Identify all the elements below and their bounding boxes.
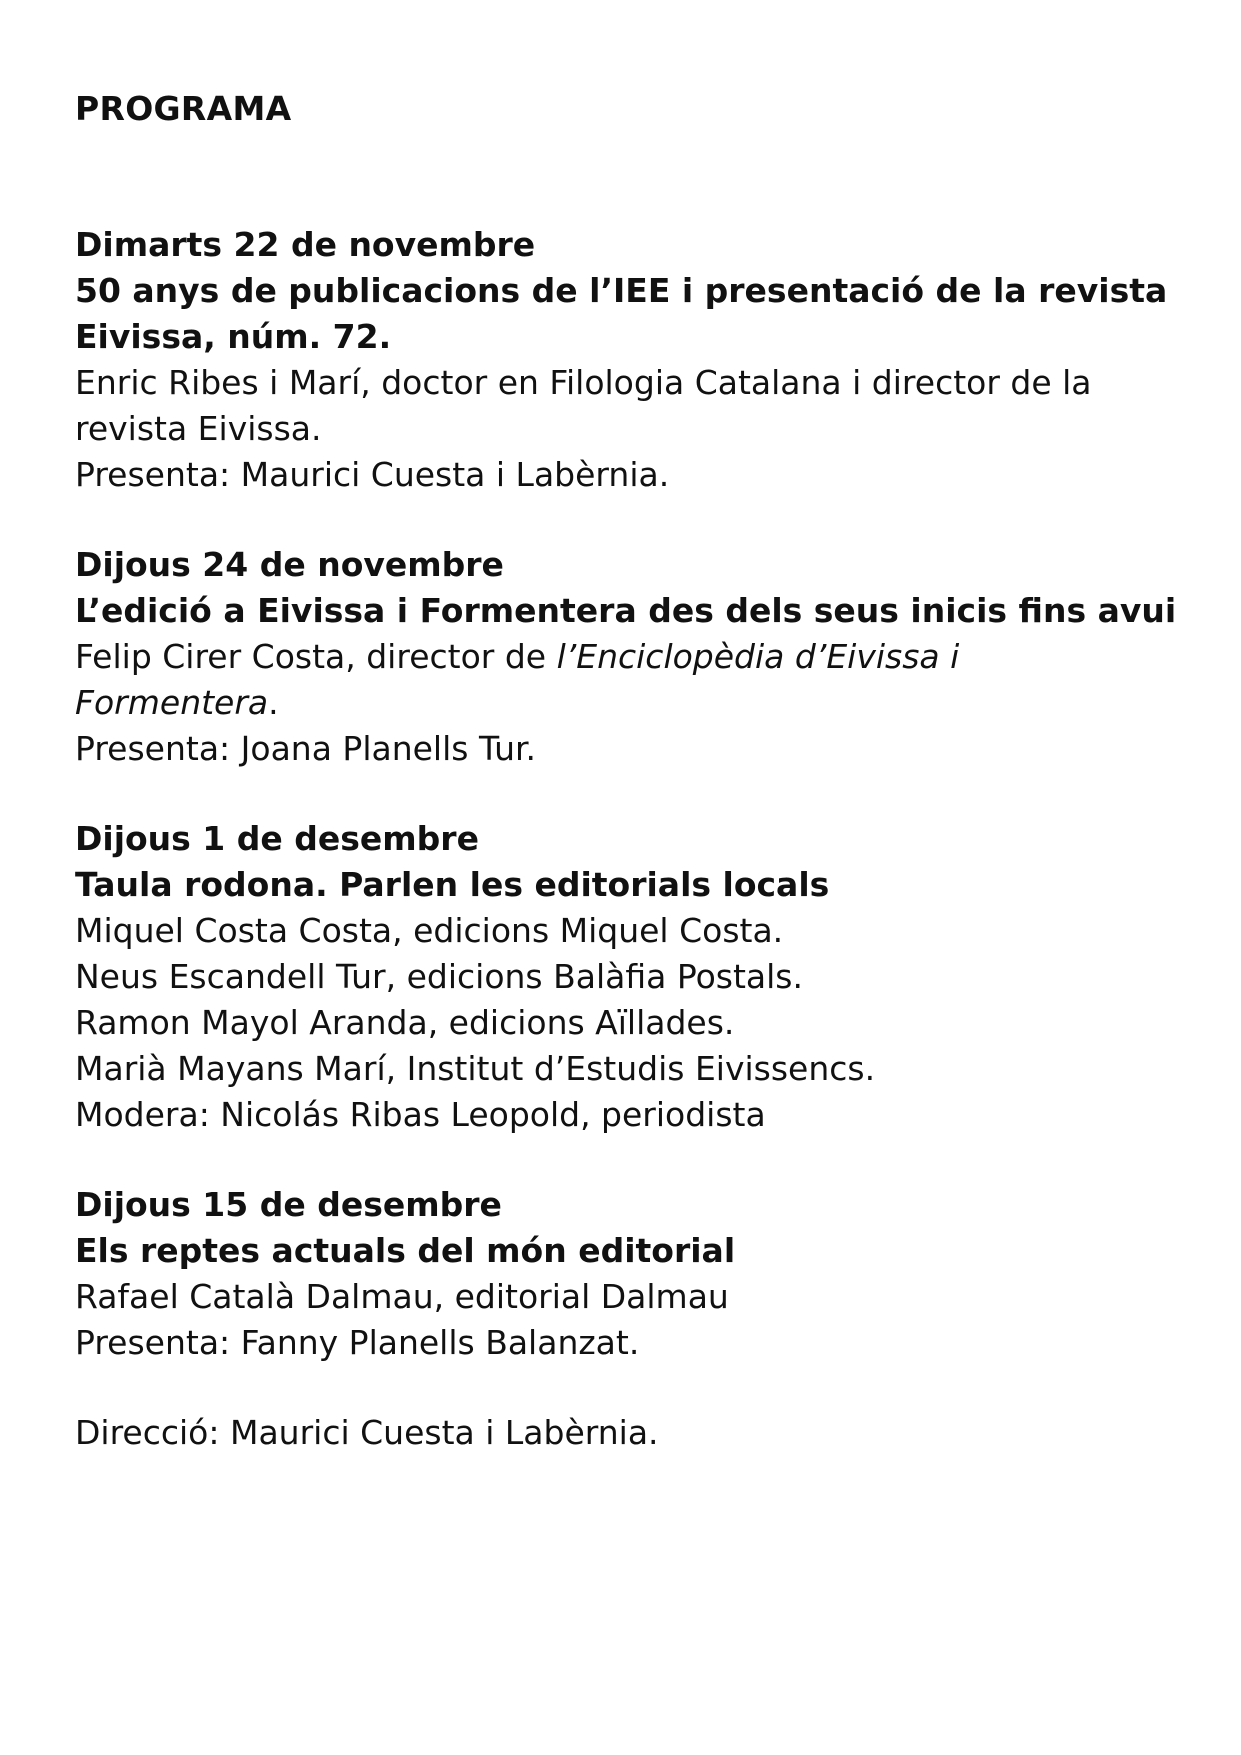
event-date: Dijous 24 de novembre xyxy=(75,545,504,584)
event-heading: Els reptes actuals del món editorial xyxy=(75,1231,736,1270)
publication-title: l’Enciclopèdia d’Eivissa i xyxy=(556,637,960,676)
event-speaker xyxy=(75,634,1181,680)
page-title: PROGRAMA xyxy=(75,89,292,128)
direction-credit: Direcció: Maurici Cuesta i Labèrnia. xyxy=(75,1413,659,1452)
speaker-suffix: . xyxy=(268,683,279,722)
participant: Miquel Costa Costa, edicions Miquel Costa. xyxy=(75,911,784,950)
event-heading: Taula rodona. Parlen les editorials locals xyxy=(75,865,830,904)
event-speaker: Enric Ribes i Marí, doctor en Filologia Catalana i director de la xyxy=(75,363,1092,402)
event-presenter: Presenta: Joana Planells Tur. xyxy=(75,729,537,768)
moderator: Modera: Nicolás Ribas Leopold, periodista xyxy=(75,1095,766,1134)
event-speaker: Rafael Català Dalmau, editorial Dalmau xyxy=(75,1277,729,1316)
event-2 xyxy=(75,542,1181,772)
event-presenter: Presenta: Maurici Cuesta i Labèrnia. xyxy=(75,455,670,494)
event-speaker-continued: revista Eivissa. xyxy=(75,409,322,448)
event-date: Dimarts 22 de novembre xyxy=(75,225,536,264)
event-heading: L’edició a Eivissa i Formentera des dels seus inicis fins avui xyxy=(75,591,1177,630)
participant: Marià Mayans Marí, Institut d’Estudis Eivissencs. xyxy=(75,1049,876,1088)
event-heading-continued: Eivissa, núm. 72. xyxy=(75,317,392,356)
event-heading: 50 anys de publicacions de l’IEE i presentació de la revista xyxy=(75,271,1168,310)
publication-title-continued: Formentera xyxy=(75,683,269,722)
participant: Ramon Mayol Aranda, edicions Aïllades. xyxy=(75,1003,735,1042)
speaker-name: Felip Cirer Costa, director de xyxy=(75,637,557,676)
event-speaker-continued xyxy=(75,680,1181,726)
event-4 xyxy=(75,1182,1181,1366)
participant: Neus Escandell Tur, edicions Balàfia Postals. xyxy=(75,957,803,996)
event-date: Dijous 15 de desembre xyxy=(75,1185,502,1224)
event-date: Dijous 1 de desembre xyxy=(75,819,479,858)
event-presenter: Presenta: Fanny Planells Balanzat. xyxy=(75,1323,640,1362)
event-1 xyxy=(75,222,1181,498)
event-3 xyxy=(75,816,1181,1138)
